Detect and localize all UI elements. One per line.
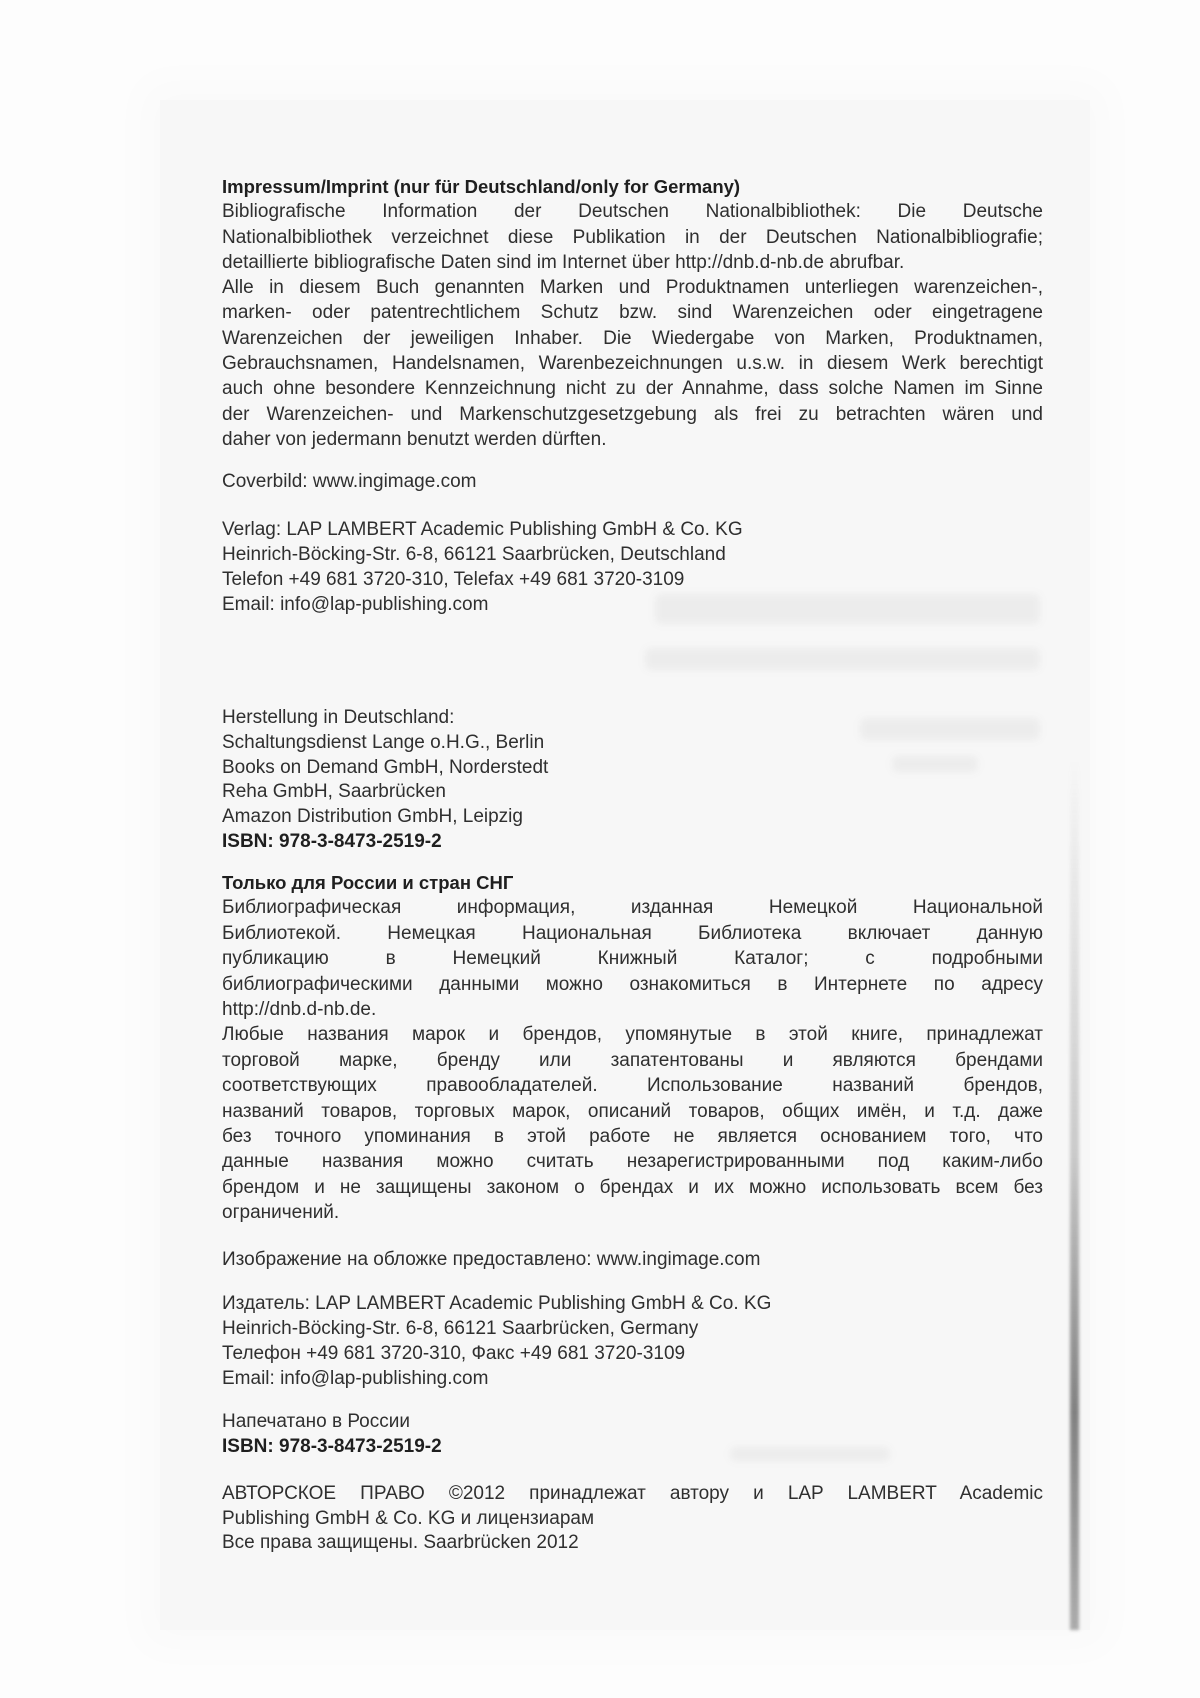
text-line: Nationalbibliothek verzeichnet diese Publikation in der Deutschen Nationalbibliografie;: [222, 225, 1043, 250]
cover-image-credit: Изображение на обложке предоставлено: www.ingimage.com: [222, 1247, 1043, 1272]
russia-cis-printing: [222, 1409, 1043, 1459]
russia-cis-bibliographic-info: [222, 895, 1043, 1022]
document-page: [0, 0, 1200, 1698]
scan-page-edge: [1070, 760, 1079, 1630]
text-line: данные названия можно считать незарегистрированными под каким-либо: [222, 1149, 1043, 1174]
text-line: Библиотекой. Немецкая Национальная Библиотека включает данную: [222, 921, 1043, 946]
text-line: Verlag: LAP LAMBERT Academic Publishing GmbH & Co. KG: [222, 517, 1043, 542]
text-line: Email: info@lap-publishing.com: [222, 592, 1043, 617]
impressum-heading: Impressum/Imprint (nur für Deutschland/only for Germany): [222, 174, 1043, 199]
publisher-address: [222, 1291, 1043, 1391]
text-line: АВТОРСКОЕ ПРАВО ©2012 принадлежат автору и LAP LAMBERT Academic: [222, 1482, 1043, 1507]
text-line: Warenzeichen der jeweiligen Inhaber. Die Wiedergabe von Marken, Produktnamen,: [222, 326, 1043, 351]
text-line: Email: info@lap-publishing.com: [222, 1366, 1043, 1391]
text-line: Publishing GmbH & Co. KG и лицензиарам: [222, 1507, 1043, 1532]
impressum-publisher: [222, 517, 1043, 617]
impressum-production: [222, 706, 1043, 855]
text-line: Gebrauchsnamen, Handelsnamen, Warenbezeichnungen u.s.w. in diesem Werk berechtigt: [222, 351, 1043, 376]
text-line: Heinrich-Böcking-Str. 6-8, 66121 Saarbrücken, Germany: [222, 1316, 1043, 1341]
cover-image-credit: Coverbild: www.ingimage.com: [222, 469, 1043, 494]
text-line: Herstellung in Deutschland:: [222, 706, 1043, 731]
text-line: торговой марке, бренду или запатентованы и являются брендами: [222, 1048, 1043, 1073]
text-line: Bibliografische Information der Deutschen Nationalbibliothek: Die Deutsche: [222, 199, 1043, 224]
rights-reserved: Все права защищены. Saarbrücken 2012: [222, 1531, 1043, 1556]
text-line: http://dnb.d-nb.de.: [222, 997, 1043, 1022]
text-line: без точного упоминания в этой работе не является основанием того, что: [222, 1124, 1043, 1149]
impressum-bibliographic-info: [222, 199, 1043, 275]
publisher-address: [222, 517, 1043, 617]
text-line: Telefon +49 681 3720-310, Telefax +49 681 3720-3109: [222, 567, 1043, 592]
russia-cis-trademark-notice: [222, 1022, 1043, 1225]
text-line: Amazon Distribution GmbH, Leipzig: [222, 805, 1043, 830]
russia-cis-publisher: [222, 1291, 1043, 1391]
russia-cis-cover-image-credit: [222, 1247, 1043, 1272]
bleed-through-shadow: [645, 648, 1040, 670]
text-line: detaillierte bibliografische Daten sind im Internet über http://dnb.d-nb.de abrufbar.: [222, 250, 1043, 275]
text-line: Alle in diesem Buch genannten Marken und Produktnamen unterliegen warenzeichen-,: [222, 275, 1043, 300]
text-line: соответствующих правообладателей. Использование названий брендов,: [222, 1073, 1043, 1098]
printed-in: Напечатано в России: [222, 1409, 1043, 1434]
impressum-trademark-notice: [222, 275, 1043, 452]
text-line: библиографическими данными можно ознакомиться в Интернете по адресу: [222, 972, 1043, 997]
text-line: marken- oder patentrechtlichem Schutz bzw. sind Warenzeichen oder eingetragene: [222, 300, 1043, 325]
text-line: ограничений.: [222, 1200, 1043, 1225]
text-line: Heinrich-Böcking-Str. 6-8, 66121 Saarbrücken, Deutschland: [222, 542, 1043, 567]
russia-cis-heading: Только для России и стран СНГ: [222, 870, 1043, 895]
text-line: Books on Demand GmbH, Norderstedt: [222, 756, 1043, 781]
copyright-notice: [222, 1482, 1043, 1531]
russia-cis-section: [222, 870, 1043, 1226]
text-line: Любые названия марок и брендов, упомянутые в этой книге, принадлежат: [222, 1022, 1043, 1047]
isbn: ISBN: 978-3-8473-2519-2: [222, 1434, 1043, 1459]
text-line: daher von jedermann benutzt werden dürften.: [222, 427, 1043, 452]
text-line: названий товаров, торговых марок, описаний товаров, общих имён, и т.д. даже: [222, 1099, 1043, 1124]
impressum-cover-image-credit: [222, 469, 1043, 494]
text-line: публикацию в Немецкий Книжный Каталог; с подробными: [222, 946, 1043, 971]
text-line: Schaltungsdienst Lange o.H.G., Berlin: [222, 731, 1043, 756]
text-line: Телефон +49 681 3720-310, Факс +49 681 3720-3109: [222, 1341, 1043, 1366]
impressum-section: [222, 174, 1043, 452]
text-line: Издатель: LAP LAMBERT Academic Publishing GmbH & Co. KG: [222, 1291, 1043, 1316]
production-list: [222, 706, 1043, 830]
text-line: брендом и не защищены законом о брендах и их можно использовать всем без: [222, 1175, 1043, 1200]
text-line: auch ohne besondere Kennzeichnung nicht zu der Annahme, dass solche Namen im Sinne: [222, 376, 1043, 401]
text-line: Библиографическая информация, изданная Немецкой Национальной: [222, 895, 1043, 920]
russia-cis-copyright: [222, 1482, 1043, 1556]
isbn: ISBN: 978-3-8473-2519-2: [222, 830, 1043, 855]
text-line: der Warenzeichen- und Markenschutzgesetzgebung als frei zu betrachten wären und: [222, 402, 1043, 427]
text-line: Reha GmbH, Saarbrücken: [222, 780, 1043, 805]
